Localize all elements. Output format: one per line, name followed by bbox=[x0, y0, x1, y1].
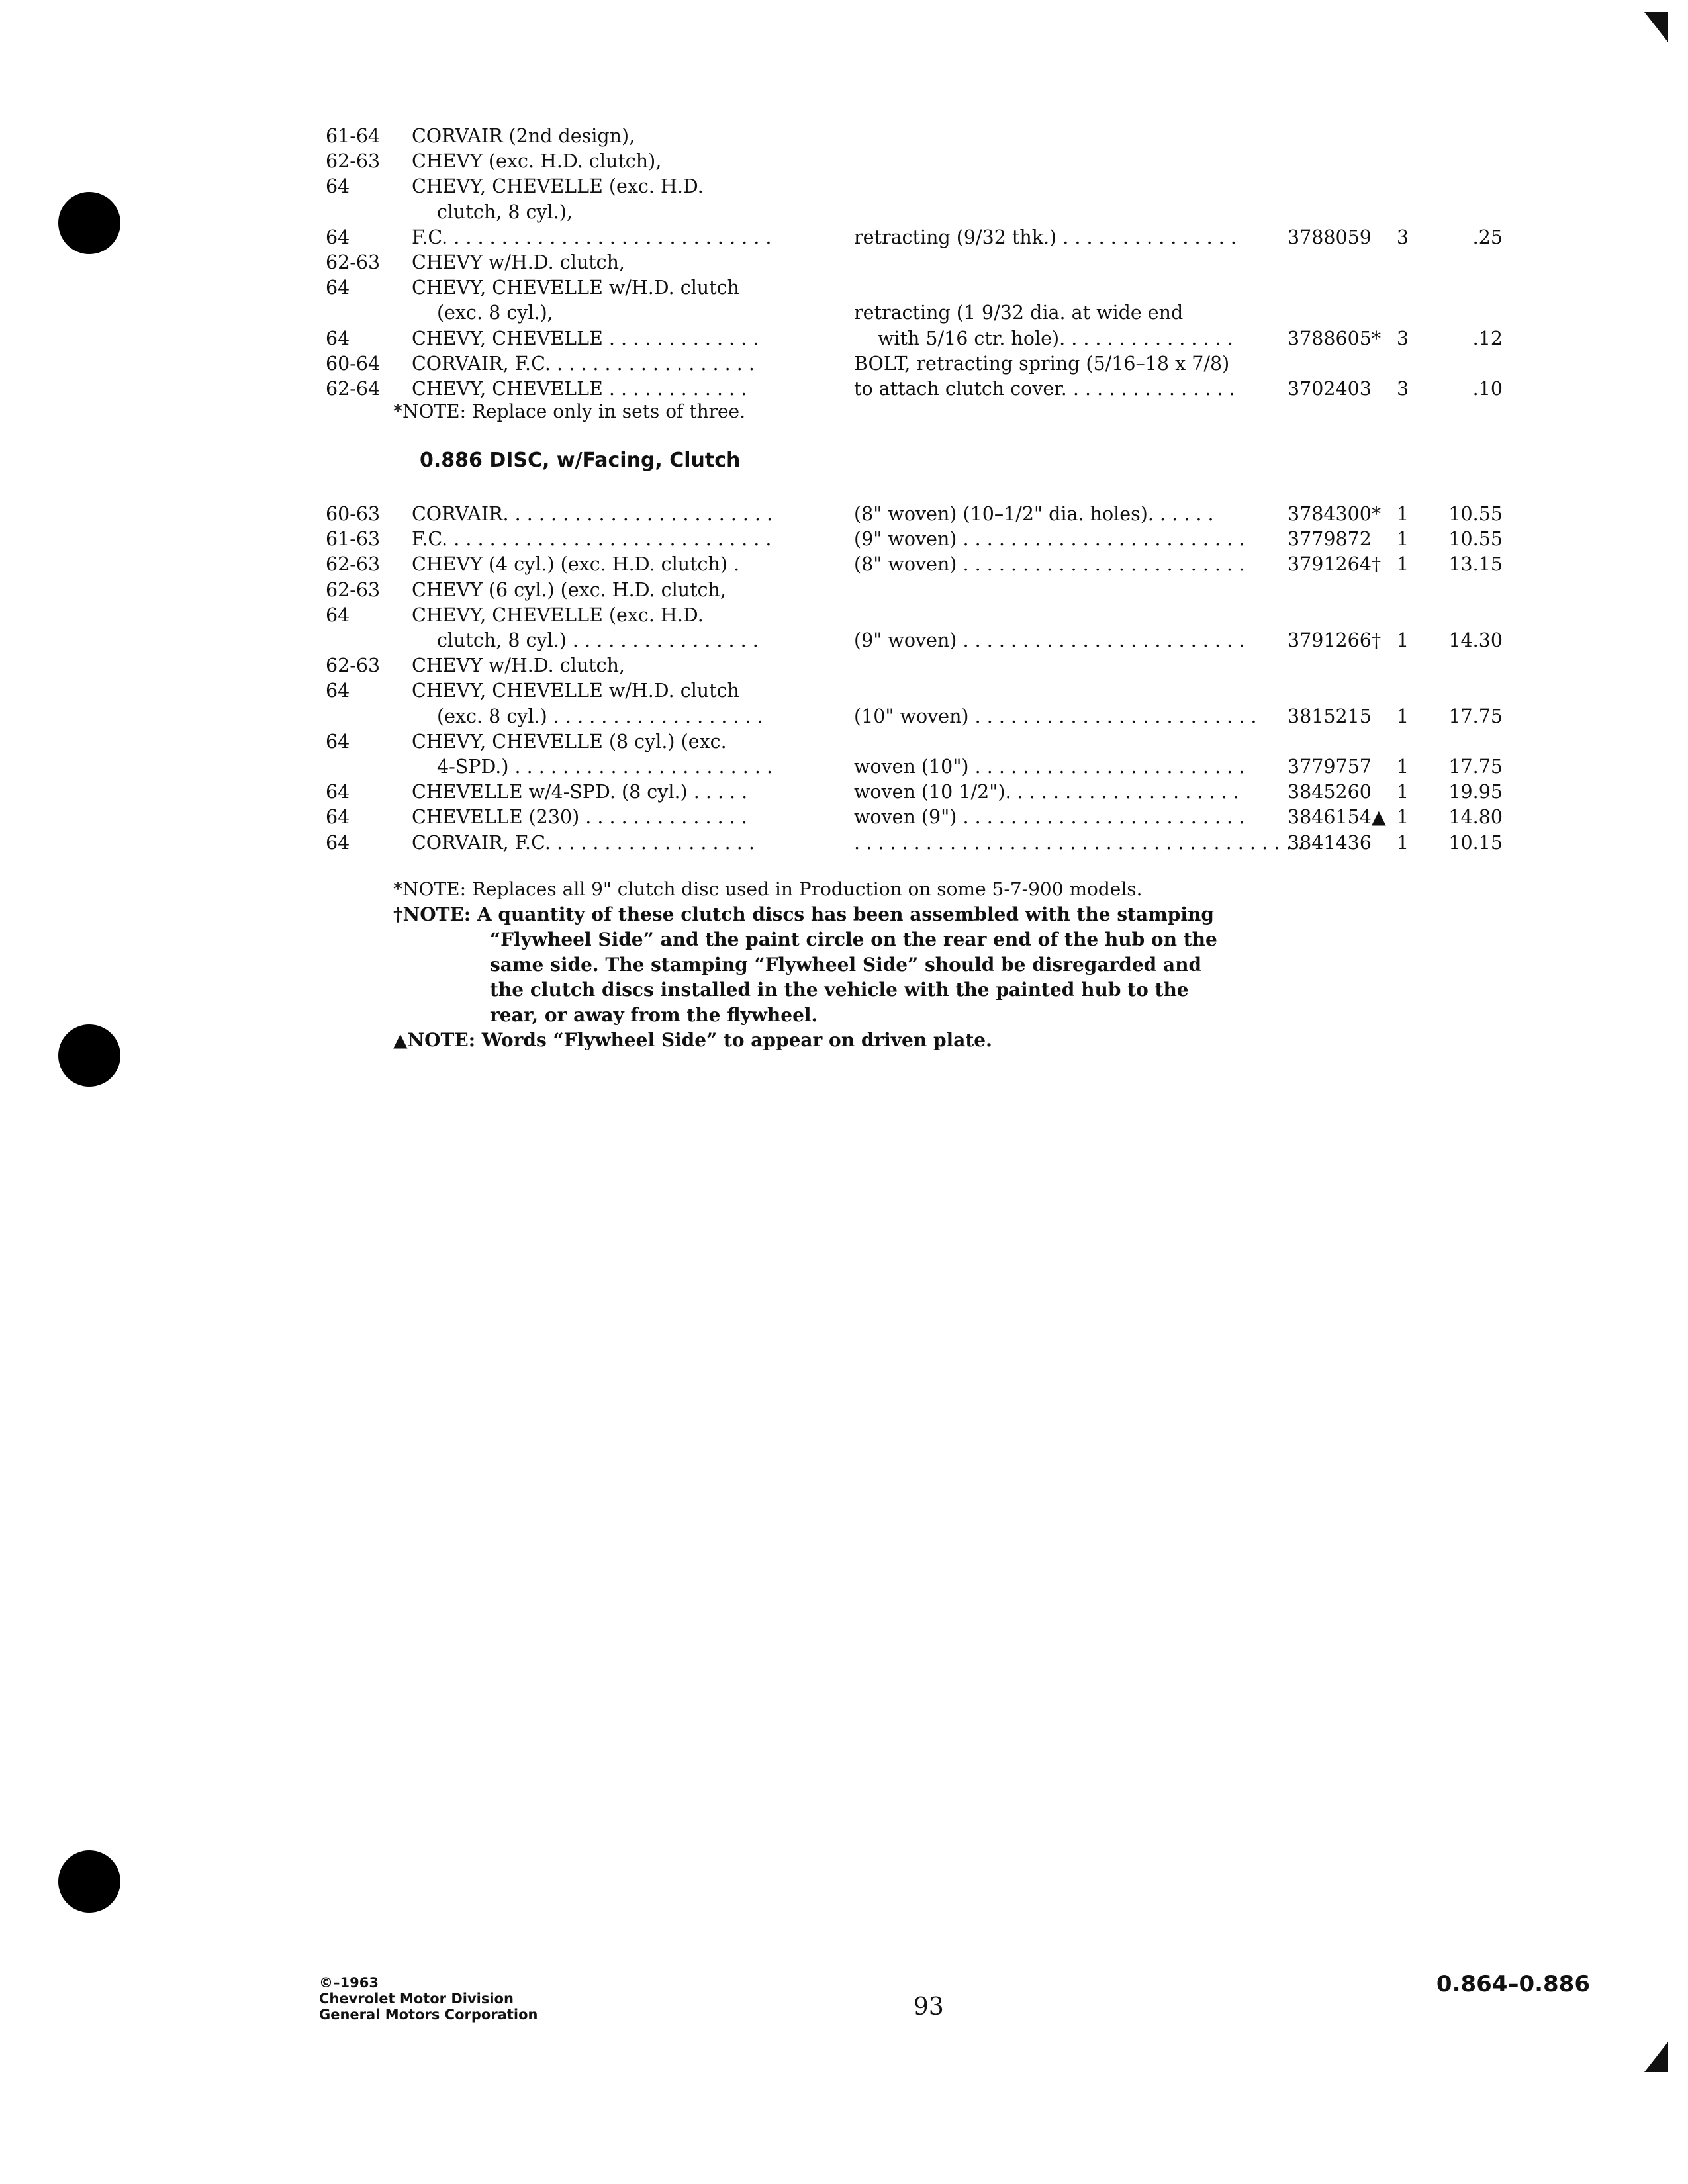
price: 19.95 bbox=[1448, 781, 1503, 803]
part-number: 3841436 bbox=[1288, 831, 1372, 854]
part-name: (10" woven) . . . . . . . . . . . . . . . . . . . . . . . . bbox=[854, 705, 1257, 727]
vehicle-description: CORVAIR (2nd design), bbox=[412, 125, 635, 147]
quantity: 1 bbox=[1397, 629, 1409, 651]
parts-row bbox=[0, 123, 1688, 150]
model-year: 64 bbox=[326, 327, 350, 349]
model-year: 61-63 bbox=[326, 528, 381, 551]
vehicle-description: CORVAIR. . . . . . . . . . . . . . . . . . . . . . . bbox=[412, 503, 773, 525]
binder-hole bbox=[58, 1850, 120, 1913]
parts-row bbox=[0, 326, 1688, 352]
quantity: 1 bbox=[1397, 831, 1409, 854]
parts-row bbox=[0, 602, 1688, 629]
model-year: 62-63 bbox=[326, 655, 381, 677]
parts-row bbox=[0, 551, 1688, 578]
parts-row bbox=[0, 627, 1688, 654]
note-line: rear, or away from the flywheel. bbox=[490, 1004, 818, 1026]
model-year: 62-63 bbox=[326, 578, 381, 601]
part-name: woven (10 1/2"). . . . . . . . . . . . . . . . . . . . bbox=[854, 781, 1239, 803]
model-year: 64 bbox=[326, 781, 350, 803]
vehicle-description: CHEVY, CHEVELLE . . . . . . . . . . . . bbox=[412, 378, 747, 400]
note-line: *NOTE: Replaces all 9" clutch disc used in Production on some 5-7-900 models. bbox=[393, 878, 1143, 900]
vehicle-description: CHEVY, CHEVELLE (exc. H.D. bbox=[412, 604, 704, 626]
vehicle-description: CHEVY w/H.D. clutch, bbox=[412, 251, 626, 273]
vehicle-description: (exc. 8 cyl.) . . . . . . . . . . . . . . . . . . bbox=[437, 705, 763, 727]
quantity: 1 bbox=[1397, 756, 1409, 778]
part-name: with 5/16 ctr. hole). . . . . . . . . . . . . . . bbox=[878, 327, 1233, 349]
copyright-line: ©–1963 bbox=[319, 1975, 379, 1991]
part-name: to attach clutch cover. . . . . . . . . . . . . . . bbox=[854, 378, 1235, 400]
vehicle-description: CHEVY, CHEVELLE (exc. H.D. bbox=[412, 175, 704, 198]
part-name: woven (9") . . . . . . . . . . . . . . . . . . . . . . . . bbox=[854, 806, 1245, 829]
model-year: 64 bbox=[326, 831, 350, 854]
model-year: 62-63 bbox=[326, 150, 381, 173]
parts-row bbox=[0, 704, 1688, 730]
model-year: 64 bbox=[326, 604, 350, 626]
model-year: 64 bbox=[326, 175, 350, 198]
part-number: 3779757 bbox=[1288, 756, 1372, 778]
part-name: woven (10") . . . . . . . . . . . . . . . . . . . . . . . bbox=[854, 756, 1245, 778]
vehicle-description: CHEVELLE w/4-SPD. (8 cyl.) . . . . . bbox=[412, 781, 748, 803]
part-name: retracting (9/32 thk.) . . . . . . . . . . . . . . . bbox=[854, 226, 1237, 248]
quantity: 3 bbox=[1397, 327, 1409, 349]
parts-row bbox=[0, 300, 1688, 326]
part-number: 3791264† bbox=[1288, 553, 1382, 576]
part-number: 3779872 bbox=[1288, 528, 1372, 551]
model-year: 64 bbox=[326, 730, 350, 752]
quantity: 1 bbox=[1397, 553, 1409, 576]
quantity: 3 bbox=[1397, 226, 1409, 248]
parts-row bbox=[0, 779, 1688, 805]
part-number: 3846154▲ bbox=[1288, 806, 1386, 829]
vehicle-description: CHEVY (6 cyl.) (exc. H.D. clutch, bbox=[412, 578, 726, 601]
price: 10.15 bbox=[1448, 831, 1503, 854]
part-name: (9" woven) . . . . . . . . . . . . . . . . . . . . . . . . bbox=[854, 629, 1245, 651]
model-year: 62-64 bbox=[326, 378, 381, 400]
parts-row bbox=[0, 678, 1688, 704]
part-number: 3702403 bbox=[1288, 378, 1372, 400]
vehicle-description: (exc. 8 cyl.), bbox=[437, 302, 553, 324]
vehicle-description: 4-SPD.) . . . . . . . . . . . . . . . . . . . . . . bbox=[437, 756, 773, 778]
page-corner-mark-top bbox=[1644, 12, 1668, 42]
vehicle-description: F.C. . . . . . . . . . . . . . . . . . . . . . . . . . . . bbox=[412, 528, 772, 551]
vehicle-description: CHEVELLE (230) . . . . . . . . . . . . . . bbox=[412, 806, 747, 829]
part-number: 3791266† bbox=[1288, 629, 1382, 651]
part-name: (8" woven) . . . . . . . . . . . . . . . . . . . . . . . . bbox=[854, 553, 1245, 576]
part-number: 3788605* bbox=[1288, 327, 1382, 349]
vehicle-description: CHEVY, CHEVELLE w/H.D. clutch bbox=[412, 680, 739, 702]
parts-row bbox=[0, 351, 1688, 377]
parts-row bbox=[0, 754, 1688, 780]
part-number: 3788059 bbox=[1288, 226, 1372, 248]
parts-row bbox=[0, 804, 1688, 831]
quantity: 1 bbox=[1397, 705, 1409, 727]
model-year: 60-63 bbox=[326, 503, 381, 525]
parts-row bbox=[0, 224, 1688, 251]
model-year: 64 bbox=[326, 277, 350, 299]
corporation-line: General Motors Corporation bbox=[319, 2007, 538, 2023]
model-year: 64 bbox=[326, 806, 350, 829]
vehicle-description: CHEVY, CHEVELLE . . . . . . . . . . . . . bbox=[412, 327, 759, 349]
note-line: ▲NOTE: Words “Flywheel Side” to appear on driven plate. bbox=[393, 1029, 992, 1051]
price: .12 bbox=[1472, 327, 1503, 349]
price: .10 bbox=[1472, 378, 1503, 400]
price: 10.55 bbox=[1448, 528, 1503, 551]
model-year: 62-63 bbox=[326, 251, 381, 273]
vehicle-description: CHEVY (exc. H.D. clutch), bbox=[412, 150, 662, 173]
note-line: the clutch discs installed in the vehicle with the painted hub to the bbox=[490, 979, 1189, 1001]
part-number: 3784300* bbox=[1288, 503, 1382, 525]
part-name: . . . . . . . . . . . . . . . . . . . . . . . . . . . . . . . . . . . . . . bbox=[854, 831, 1304, 854]
note-line: †NOTE: A quantity of these clutch discs has been assembled with the stamping bbox=[393, 903, 1214, 925]
price: 14.80 bbox=[1448, 806, 1503, 829]
division-line: Chevrolet Motor Division bbox=[319, 1991, 514, 2007]
group-code: 0.864–0.886 bbox=[1436, 1971, 1590, 1997]
note-line: “Flywheel Side” and the paint circle on the rear end of the hub on the bbox=[490, 929, 1217, 950]
parts-row bbox=[0, 148, 1688, 175]
binder-hole bbox=[58, 1024, 120, 1087]
parts-row bbox=[0, 729, 1688, 755]
quantity: 1 bbox=[1397, 503, 1409, 525]
price: 10.55 bbox=[1448, 503, 1503, 525]
parts-row bbox=[0, 376, 1688, 402]
parts-row bbox=[0, 501, 1688, 527]
parts-row bbox=[0, 250, 1688, 276]
vehicle-description: CORVAIR, F.C. . . . . . . . . . . . . . . . . . bbox=[412, 831, 755, 854]
price: 13.15 bbox=[1448, 553, 1503, 576]
vehicle-description: CHEVY w/H.D. clutch, bbox=[412, 655, 626, 677]
note-line: same side. The stamping “Flywheel Side” should be disregarded and bbox=[490, 954, 1202, 976]
part-number: 3845260 bbox=[1288, 781, 1372, 803]
parts-row bbox=[0, 526, 1688, 553]
page-corner-mark-bottom bbox=[1644, 2042, 1668, 2072]
price: 14.30 bbox=[1448, 629, 1503, 651]
vehicle-description: CHEVY (4 cyl.) (exc. H.D. clutch) . bbox=[412, 553, 740, 576]
parts-row bbox=[0, 830, 1688, 856]
part-name: (9" woven) . . . . . . . . . . . . . . . . . . . . . . . . bbox=[854, 528, 1245, 551]
price: 17.75 bbox=[1448, 756, 1503, 778]
vehicle-description: CHEVY, CHEVELLE (8 cyl.) (exc. bbox=[412, 730, 727, 752]
model-year: 64 bbox=[326, 226, 350, 248]
model-year: 64 bbox=[326, 680, 350, 702]
part-number: 3815215 bbox=[1288, 705, 1372, 727]
part-name: (8" woven) (10–1/2" dia. holes). . . . . . bbox=[854, 503, 1214, 525]
part-name: retracting (1 9/32 dia. at wide end bbox=[854, 302, 1184, 324]
part-name: BOLT, retracting spring (5/16–18 x 7/8) bbox=[854, 352, 1230, 375]
price: .25 bbox=[1472, 226, 1503, 248]
publisher-block bbox=[319, 1975, 538, 2023]
vehicle-description: clutch, 8 cyl.) . . . . . . . . . . . . . . . . bbox=[437, 629, 759, 651]
model-year: 61-64 bbox=[326, 125, 381, 147]
vehicle-description: CHEVY, CHEVELLE w/H.D. clutch bbox=[412, 277, 739, 299]
model-year: 62-63 bbox=[326, 553, 381, 576]
parts-row bbox=[0, 275, 1688, 301]
parts-row bbox=[0, 653, 1688, 679]
parts-row bbox=[0, 577, 1688, 604]
vehicle-description: F.C. . . . . . . . . . . . . . . . . . . . . . . . . . . . bbox=[412, 226, 772, 248]
parts-row bbox=[0, 173, 1688, 200]
note-sets-of-three: *NOTE: Replace only in sets of three. bbox=[393, 400, 746, 422]
page-number: 93 bbox=[914, 1993, 944, 2021]
model-year: 60-64 bbox=[326, 352, 381, 375]
quantity: 1 bbox=[1397, 528, 1409, 551]
quantity: 1 bbox=[1397, 806, 1409, 829]
price: 17.75 bbox=[1448, 705, 1503, 727]
parts-row bbox=[0, 199, 1688, 226]
section-heading-clutch-disc: 0.886 DISC, w/Facing, Clutch bbox=[420, 449, 741, 472]
quantity: 3 bbox=[1397, 378, 1409, 400]
quantity: 1 bbox=[1397, 781, 1409, 803]
vehicle-description: clutch, 8 cyl.), bbox=[437, 201, 573, 223]
vehicle-description: CORVAIR, F.C. . . . . . . . . . . . . . . . . . bbox=[412, 352, 755, 375]
